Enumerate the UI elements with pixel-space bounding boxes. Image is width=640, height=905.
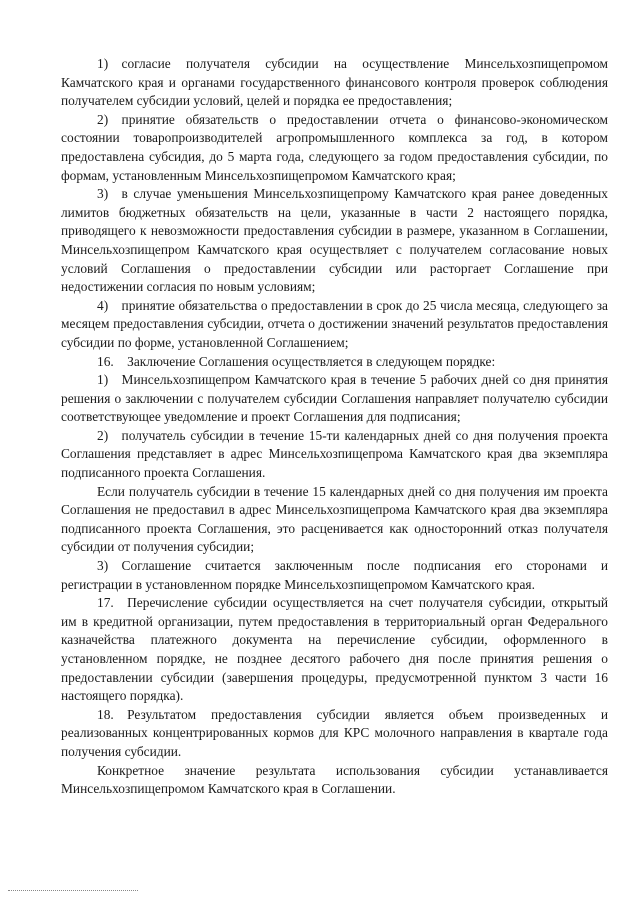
paragraph-section-16: 16. Заключение Соглашения осуществляется в следующем порядке: bbox=[97, 353, 496, 369]
paragraph-budget-limit-reduction: 3) в случае уменьшения Минсельхозпищепрому Камчатского края ранее доведенных лимитов бюджетных обязательств на цели, указанные в части 2 настоящего порядка, приводящего к невозможности предоставления субсидии в размере, указанном в Соглашении, Минсельхозпищепром Камчатского края осуществляет с получателем согласование новых условий Соглашения о предоставлении субсидии или расторгает Соглашение при недостижении согласия по новым условиям; bbox=[61, 186, 608, 295]
paragraph-result-value: Конкретное значение результата использования субсидии устанавливается Минсельхозпищепромом Камчатского края в Соглашении. bbox=[61, 762, 608, 797]
paragraph-consent-inspections: 1) согласие получателя субсидии на осуществление Минсельхозпищепромом Камчатского края и органами государственного финансового контроля проверок соблюдения получателем субсидии условий, целей и порядка ее предоставления; bbox=[61, 56, 608, 109]
paragraph-refusal: Если получатель субсидии в течение 15 календарных дней со дня получения им проекта Соглашения не предоставил в адрес Минсельхозпищепрома Камчатского края два экземпляра подписанного проекта Соглашения, это расценивается как односторонний отказ получателя субсидии от получения субсидии; bbox=[61, 483, 608, 555]
paragraph-financial-report-obligation: 2) принятие обязательств о предоставлении отчета о финансово-экономическом состоянии товаропроизводителей агропромышленного комплекса за год, в котором предоставлена субсидия, до 5 марта года, следующего за годом предоставления субсидии, по формам, установленным Минсельхозпищепромом Камчатского края; bbox=[61, 111, 608, 183]
paragraph-16-3: 3) Соглашение считается заключенным после подписания его сторонами и регистрации в установленном порядке Минсельхозпищепромом Камчатского края. bbox=[61, 558, 608, 592]
footer-rule bbox=[8, 890, 138, 891]
paragraph-section-17: 17. Перечисление субсидии осуществляется на счет получателя субсидии, открытый им в кредитной организации, путем предоставления в территориальный орган Федерального казначейства платежного документа на перечисление субсидии, оформленного в установленном порядке, не позднее десятого рабочего дня после принятия решения о предоставлении субсидии (завершения процедуры, предусмотренной пунктом 3 части 16 настоящего порядка). bbox=[61, 595, 608, 704]
paragraph-section-18: 18. Результатом предоставления субсидии является объем произведенных и реализованных концентрированных кормов для КРС молочного направления в квартале года получения субсидии. bbox=[61, 706, 608, 759]
paragraph-results-report-obligation: 4) принятие обязательства о предоставлении в срок до 25 числа месяца, следующего за месяцем предоставления субсидии, отчета о достижении значений результатов предоставления субсидии по форме, установленной Соглашением; bbox=[61, 297, 608, 350]
paragraph-16-1: 1) Минсельхозпищепром Камчатского края в течение 5 рабочих дней со дня принятия решения о заключении с получателем субсидии Соглашения направляет получателю субсидии соответствующее уведомление и проект Соглашения для подписания; bbox=[61, 372, 608, 425]
paragraph-16-2: 2) получатель субсидии в течение 15-ти календарных дней со дня получения проекта Соглашения представляет в адрес Минсельхозпищепрома Камчатского края два экземпляра подписанного проекта Соглашения. bbox=[61, 427, 608, 481]
document-page bbox=[61, 55, 608, 799]
